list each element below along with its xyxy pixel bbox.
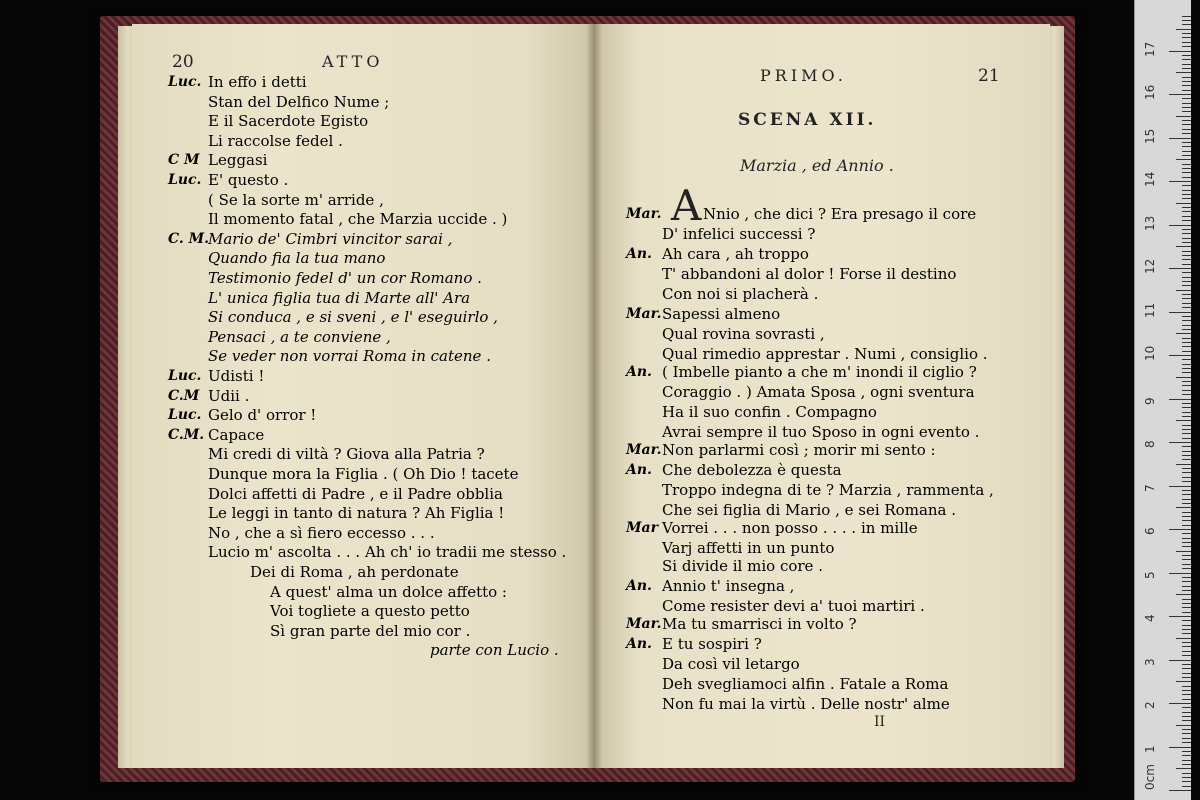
ruler-label: 9 — [1143, 396, 1157, 405]
ruler-tick — [1176, 507, 1191, 508]
ruler-tick — [1182, 481, 1191, 482]
ruler-label: 1 — [1143, 744, 1157, 753]
ruler-tick — [1182, 760, 1191, 761]
verse-line: Varj affetti in un punto — [662, 539, 835, 557]
ruler-label: 5 — [1143, 570, 1157, 579]
ruler-tick — [1182, 190, 1191, 191]
ruler-tick — [1176, 72, 1191, 73]
ruler-tick — [1182, 733, 1191, 734]
ruler-tick — [1169, 529, 1191, 530]
verse-line: Coraggio . ) Amata Sposa , ogni sventura — [662, 383, 975, 401]
ruler-tick — [1182, 603, 1191, 604]
ruler-tick — [1182, 403, 1191, 404]
ruler-tick — [1182, 503, 1191, 504]
ruler-tick — [1169, 312, 1191, 313]
ruler-tick — [1182, 773, 1191, 774]
speaker-label: An. — [626, 636, 652, 652]
ruler-tick — [1182, 251, 1191, 252]
ruler-tick — [1176, 246, 1191, 247]
ruler-tick — [1182, 690, 1191, 691]
ruler-tick — [1182, 525, 1191, 526]
ruler-tick — [1182, 542, 1191, 543]
ruler-tick — [1169, 181, 1191, 182]
ruler-tick — [1182, 712, 1191, 713]
ruler-tick — [1182, 533, 1191, 534]
ruler-tick — [1176, 159, 1191, 160]
verse-line: Non parlarmi così ; morir mi sento : — [662, 441, 936, 459]
ruler-tick — [1182, 172, 1191, 173]
ruler-tick — [1169, 616, 1191, 617]
ruler-tick — [1182, 764, 1191, 765]
ruler-tick — [1182, 707, 1191, 708]
speaker-label: Luc. — [168, 74, 202, 90]
ruler-tick — [1169, 94, 1191, 95]
ruler-tick — [1182, 459, 1191, 460]
ruler-tick — [1169, 790, 1191, 791]
ruler-tick — [1182, 438, 1191, 439]
ruler-tick — [1182, 238, 1191, 239]
verse-line: E tu sospiri ? — [662, 635, 762, 653]
ruler-tick — [1176, 681, 1191, 682]
ruler-tick — [1182, 229, 1191, 230]
ruler-tick — [1182, 555, 1191, 556]
ruler-tick — [1182, 346, 1191, 347]
ruler-tick — [1182, 120, 1191, 121]
verse-line: Annio t' insegna , — [662, 577, 795, 595]
verse-line: Quando fia la tua mano — [208, 249, 386, 268]
ruler-tick — [1176, 551, 1191, 552]
verse-line: Voi togliete a questo petto — [270, 602, 470, 621]
ruler-tick — [1182, 259, 1191, 260]
verse-line: Se veder non vorrai Roma in catene . — [208, 347, 491, 366]
ruler-tick — [1176, 116, 1191, 117]
verse-line: Dolci affetti di Padre , e il Padre obblia — [208, 484, 503, 503]
page-stack-right — [1048, 26, 1064, 768]
ruler-tick — [1182, 655, 1191, 656]
ruler-tick — [1182, 607, 1191, 608]
ruler-tick — [1182, 729, 1191, 730]
ruler-tick — [1182, 316, 1191, 317]
verse-line: Che sei figlia di Mario , e sei Romana . — [662, 501, 957, 519]
ruler-tick — [1182, 111, 1191, 112]
speaker-label: Mar. — [626, 306, 662, 322]
verse-line: Come resister devi a' tuoi martiri . — [662, 597, 925, 615]
verse-line: T' abbandoni al dolor ! Forse il destino — [662, 265, 957, 283]
ruler-tick — [1182, 85, 1191, 86]
verse-line: Dunque mora la Figlia . ( Oh Dio ! tacete — [208, 465, 519, 483]
ruler-tick — [1182, 673, 1191, 674]
verse-line: Si divide il mio core . — [662, 557, 823, 575]
ruler-tick — [1182, 468, 1191, 469]
ruler-tick — [1182, 477, 1191, 478]
ruler-tick — [1182, 320, 1191, 321]
ruler-tick — [1182, 77, 1191, 78]
ruler-tick — [1182, 133, 1191, 134]
verse-line: L' unica figlia tua di Marte all' Ara — [208, 288, 471, 307]
ruler-tick — [1182, 103, 1191, 104]
ruler-tick — [1182, 233, 1191, 234]
verse-line: Mi credi di viltà ? Giova alla Patria ? — [208, 445, 485, 464]
ruler-tick — [1182, 16, 1191, 17]
ruler-tick — [1169, 442, 1191, 443]
ruler-tick — [1182, 577, 1191, 578]
ruler-tick — [1182, 216, 1191, 217]
ruler-tick — [1182, 338, 1191, 339]
ruler-tick — [1182, 242, 1191, 243]
ruler-tick — [1182, 90, 1191, 91]
ruler-tick — [1176, 725, 1191, 726]
verse-line: Ma tu smarrisci in volto ? — [662, 615, 857, 633]
ruler-tick — [1182, 264, 1191, 265]
ruler-tick — [1182, 516, 1191, 517]
ruler-tick — [1182, 42, 1191, 43]
ruler-tick — [1182, 285, 1191, 286]
ruler-tick — [1169, 660, 1191, 661]
ruler-tick — [1182, 81, 1191, 82]
verse-line: No , che a sì fiero eccesso . . . — [208, 523, 435, 542]
ruler-tick — [1182, 394, 1191, 395]
ruler-tick — [1182, 586, 1191, 587]
speaker-label: An. — [626, 578, 652, 594]
ruler-tick — [1182, 194, 1191, 195]
ruler-tick — [1182, 499, 1191, 500]
ruler-tick — [1182, 564, 1191, 565]
ruler-tick — [1182, 46, 1191, 47]
verse-line: Qual rovina sovrasti , — [662, 325, 825, 343]
ruler-tick — [1182, 451, 1191, 452]
ruler-tick — [1182, 429, 1191, 430]
ruler-tick — [1182, 168, 1191, 169]
ruler-label: 8 — [1143, 440, 1157, 448]
verse-line: Li raccolse fedel . — [208, 131, 343, 150]
ruler-tick — [1182, 512, 1191, 513]
ruler-tick — [1182, 24, 1191, 25]
verse-line: Mario de' Cimbri vincitor sarai , — [208, 229, 453, 248]
ruler-label: 13 — [1143, 215, 1157, 231]
ruler-tick — [1182, 581, 1191, 582]
ruler-tick — [1182, 277, 1191, 278]
ruler-tick — [1182, 699, 1191, 700]
ruler-tick — [1182, 446, 1191, 447]
ruler-tick — [1169, 138, 1191, 139]
verse-line: Vorrei . . . non posso . . . . in mille — [662, 519, 918, 537]
ruler-tick — [1182, 20, 1191, 21]
ruler-tick — [1182, 303, 1191, 304]
verse-line: Il momento fatal , che Marzia uccide . ) — [208, 210, 508, 229]
verse-line: Non fu mai la virtù . Delle nostr' alme — [662, 695, 950, 713]
ruler-tick — [1182, 433, 1191, 434]
speaker-label: An. — [626, 364, 652, 380]
ruler-label: 10 — [1143, 345, 1157, 361]
ruler-tick — [1182, 185, 1191, 186]
verse-line: Testimonio fedel d' un cor Romano . — [208, 269, 482, 287]
measuring-ruler — [1134, 0, 1191, 800]
ruler-tick — [1182, 546, 1191, 547]
ruler-tick — [1182, 98, 1191, 99]
speaker-label: C.M — [168, 387, 200, 404]
ruler-tick — [1182, 342, 1191, 343]
ruler-tick — [1182, 664, 1191, 665]
ruler-tick — [1182, 33, 1191, 34]
verse-line: A quest' alma un dolce affetto : — [270, 582, 507, 601]
ruler-tick — [1182, 738, 1191, 739]
ruler-tick — [1182, 490, 1191, 491]
verse-line: Deh svegliamoci alfin . Fatale a Roma — [662, 675, 949, 693]
ruler-tick — [1176, 29, 1191, 30]
speaker-label: Luc. — [168, 368, 202, 384]
ruler-tick — [1182, 407, 1191, 408]
ruler-tick — [1176, 333, 1191, 334]
ruler-tick — [1176, 203, 1191, 204]
ruler-tick — [1182, 781, 1191, 782]
ruler-tick — [1182, 68, 1191, 69]
ruler-tick — [1182, 668, 1191, 669]
ruler-tick — [1182, 751, 1191, 752]
ruler-tick — [1182, 146, 1191, 147]
verse-line: Capace — [208, 425, 265, 444]
ruler-tick — [1169, 703, 1191, 704]
speaker-label: Mar — [626, 520, 658, 536]
speaker-label: Luc. — [168, 407, 202, 424]
ruler-tick — [1176, 768, 1191, 769]
ruler-tick — [1182, 755, 1191, 756]
ruler-tick — [1182, 294, 1191, 295]
verse-line: parte con Lucio . — [430, 641, 559, 660]
ruler-tick — [1182, 124, 1191, 125]
speaker-label: An. — [626, 246, 652, 262]
verse-line: ( Imbelle pianto a che m' inondi il ciglio ? — [662, 363, 977, 381]
ruler-tick — [1182, 220, 1191, 221]
verse-line: Udii . — [208, 386, 250, 405]
ruler-tick — [1182, 538, 1191, 539]
ruler-tick — [1182, 720, 1191, 721]
ruler-tick — [1182, 694, 1191, 695]
ruler-tick — [1182, 590, 1191, 591]
ruler-tick — [1182, 325, 1191, 326]
left-page-header: ATTO — [322, 52, 384, 71]
ruler-label: 0cm — [1143, 764, 1157, 790]
ruler-tick — [1169, 399, 1191, 400]
verse-line: Troppo indegna di te ? Marzia , rammenta , — [662, 481, 994, 499]
verse-line: Gelo d' orror ! — [208, 406, 317, 425]
speaker-label: Mar. — [626, 616, 662, 632]
verse-line: D' infelici successi ? — [662, 225, 816, 243]
ruler-tick — [1176, 377, 1191, 378]
verse-line: Leggasi — [208, 151, 268, 170]
left-page-number: 20 — [172, 52, 194, 72]
ruler-tick — [1182, 272, 1191, 273]
ruler-tick — [1176, 594, 1191, 595]
ruler-tick — [1182, 416, 1191, 417]
ruler-tick — [1182, 716, 1191, 717]
ruler-tick — [1176, 290, 1191, 291]
ruler-tick — [1182, 520, 1191, 521]
speaker-label: C. M. — [168, 230, 210, 247]
verse-line: Ha il suo confin . Compagno — [662, 403, 877, 421]
speaker-label: C M — [168, 152, 200, 169]
ruler-tick — [1182, 359, 1191, 360]
right-page-header: PRIMO. — [760, 66, 847, 85]
ruler-tick — [1169, 747, 1191, 748]
verse-line: Pensaci , a te conviene , — [208, 327, 391, 346]
ruler-tick — [1182, 612, 1191, 613]
verse-line: E' questo . — [208, 171, 289, 189]
verse-line: E il Sacerdote Egisto — [208, 112, 369, 131]
ruler-tick — [1182, 412, 1191, 413]
ruler-tick — [1182, 390, 1191, 391]
verse-line: Si conduca , e si sveni , e l' eseguirlo , — [208, 308, 498, 327]
ruler-tick — [1182, 368, 1191, 369]
ruler-tick — [1182, 599, 1191, 600]
ruler-tick — [1182, 425, 1191, 426]
ruler-tick — [1182, 307, 1191, 308]
ruler-tick — [1182, 198, 1191, 199]
ruler-label: 14 — [1143, 171, 1157, 187]
scene-heading: SCENA XII. — [738, 110, 877, 130]
verse-line: Nnio , che dici ? Era presago il core — [703, 205, 977, 223]
ruler-tick — [1182, 59, 1191, 60]
ruler-tick — [1182, 629, 1191, 630]
verse-line: Lucio m' ascolta . . . Ah ch' io tradii me stesso . — [208, 543, 567, 562]
ruler-tick — [1182, 329, 1191, 330]
ruler-label: 12 — [1143, 258, 1157, 274]
verse-line: Le leggi in tanto di natura ? Ah Figlia ! — [208, 504, 505, 523]
ruler-tick — [1169, 268, 1191, 269]
speaker-label: Luc. — [168, 172, 202, 188]
ruler-tick — [1182, 455, 1191, 456]
ruler-tick — [1169, 573, 1191, 574]
speaker-label: C.M. — [168, 426, 205, 443]
ruler-tick — [1182, 281, 1191, 282]
ruler-tick — [1182, 786, 1191, 787]
ruler-tick — [1182, 385, 1191, 386]
verse-line: Sapessi almeno — [662, 305, 781, 323]
ruler-tick — [1182, 298, 1191, 299]
right-page-number: 21 — [978, 66, 1000, 86]
ruler-tick — [1182, 625, 1191, 626]
ruler-tick — [1182, 472, 1191, 473]
ruler-tick — [1182, 151, 1191, 152]
verse-line: Sì gran parte del mio cor . — [270, 621, 471, 640]
ruler-label: 4 — [1143, 614, 1157, 622]
ruler-tick — [1182, 777, 1191, 778]
ruler-tick — [1182, 568, 1191, 569]
speaker-label: Mar. — [626, 206, 662, 222]
verse-line: Con noi si placherà . — [662, 285, 819, 303]
ruler-tick — [1182, 177, 1191, 178]
ruler-tick — [1182, 155, 1191, 156]
ruler-label: 7 — [1143, 483, 1157, 492]
ruler-tick — [1182, 207, 1191, 208]
ruler-label: 6 — [1143, 527, 1157, 535]
verse-line: Udisti ! — [208, 367, 265, 385]
ruler-tick — [1182, 633, 1191, 634]
ruler-tick — [1182, 351, 1191, 352]
ruler-tick — [1182, 686, 1191, 687]
verse-line: Stan del Delfico Nume ; — [208, 92, 390, 111]
ruler-tick — [1182, 742, 1191, 743]
ruler-tick — [1182, 64, 1191, 65]
ruler-tick — [1182, 211, 1191, 212]
ruler-tick — [1176, 464, 1191, 465]
scene-persons: Marzia , ed Annio . — [740, 156, 894, 175]
ruler-tick — [1182, 255, 1191, 256]
ruler-tick — [1182, 107, 1191, 108]
book-gutter — [586, 24, 602, 768]
verse-line: Da così vil letargo — [662, 655, 800, 673]
ruler-tick — [1182, 677, 1191, 678]
ruler-label: 2 — [1143, 701, 1157, 709]
verse-line: ( Se la sorte m' arride , — [208, 190, 384, 209]
ruler-tick — [1182, 381, 1191, 382]
ruler-tick — [1182, 55, 1191, 56]
drop-cap: A — [671, 181, 702, 230]
ruler-tick — [1182, 129, 1191, 130]
ruler-tick — [1182, 651, 1191, 652]
ruler-tick — [1169, 51, 1191, 52]
verse-line: Ah cara , ah troppo — [662, 245, 809, 263]
ruler-label: 17 — [1143, 41, 1157, 57]
ruler-tick — [1182, 37, 1191, 38]
ruler-tick — [1176, 420, 1191, 421]
verse-line: Qual rimedio apprestar . Numi , consiglio . — [662, 345, 988, 363]
speaker-label: An. — [626, 462, 652, 478]
ruler-tick — [1182, 620, 1191, 621]
ruler-tick — [1182, 646, 1191, 647]
ruler-label: 11 — [1143, 302, 1157, 318]
ruler-tick — [1182, 642, 1191, 643]
ruler-tick — [1182, 364, 1191, 365]
ruler-tick — [1169, 355, 1191, 356]
ruler-label: 15 — [1143, 128, 1157, 144]
verse-line: Dei di Roma , ah perdonate — [250, 563, 459, 581]
signature-mark: II — [874, 714, 886, 730]
ruler-tick — [1169, 486, 1191, 487]
speaker-label: Mar. — [626, 442, 662, 458]
ruler-tick — [1182, 494, 1191, 495]
verse-line: Che debolezza è questa — [662, 461, 842, 479]
ruler-tick — [1182, 559, 1191, 560]
verse-line: In effo i detti — [208, 73, 307, 91]
ruler-tick — [1169, 225, 1191, 226]
ruler-tick — [1182, 164, 1191, 165]
ruler-label: 3 — [1143, 657, 1157, 666]
ruler-tick — [1182, 142, 1191, 143]
ruler-tick — [1182, 372, 1191, 373]
verse-line: Avrai sempre il tuo Sposo in ogni evento . — [662, 423, 980, 441]
ruler-tick — [1176, 638, 1191, 639]
ruler-label: 16 — [1143, 84, 1157, 100]
